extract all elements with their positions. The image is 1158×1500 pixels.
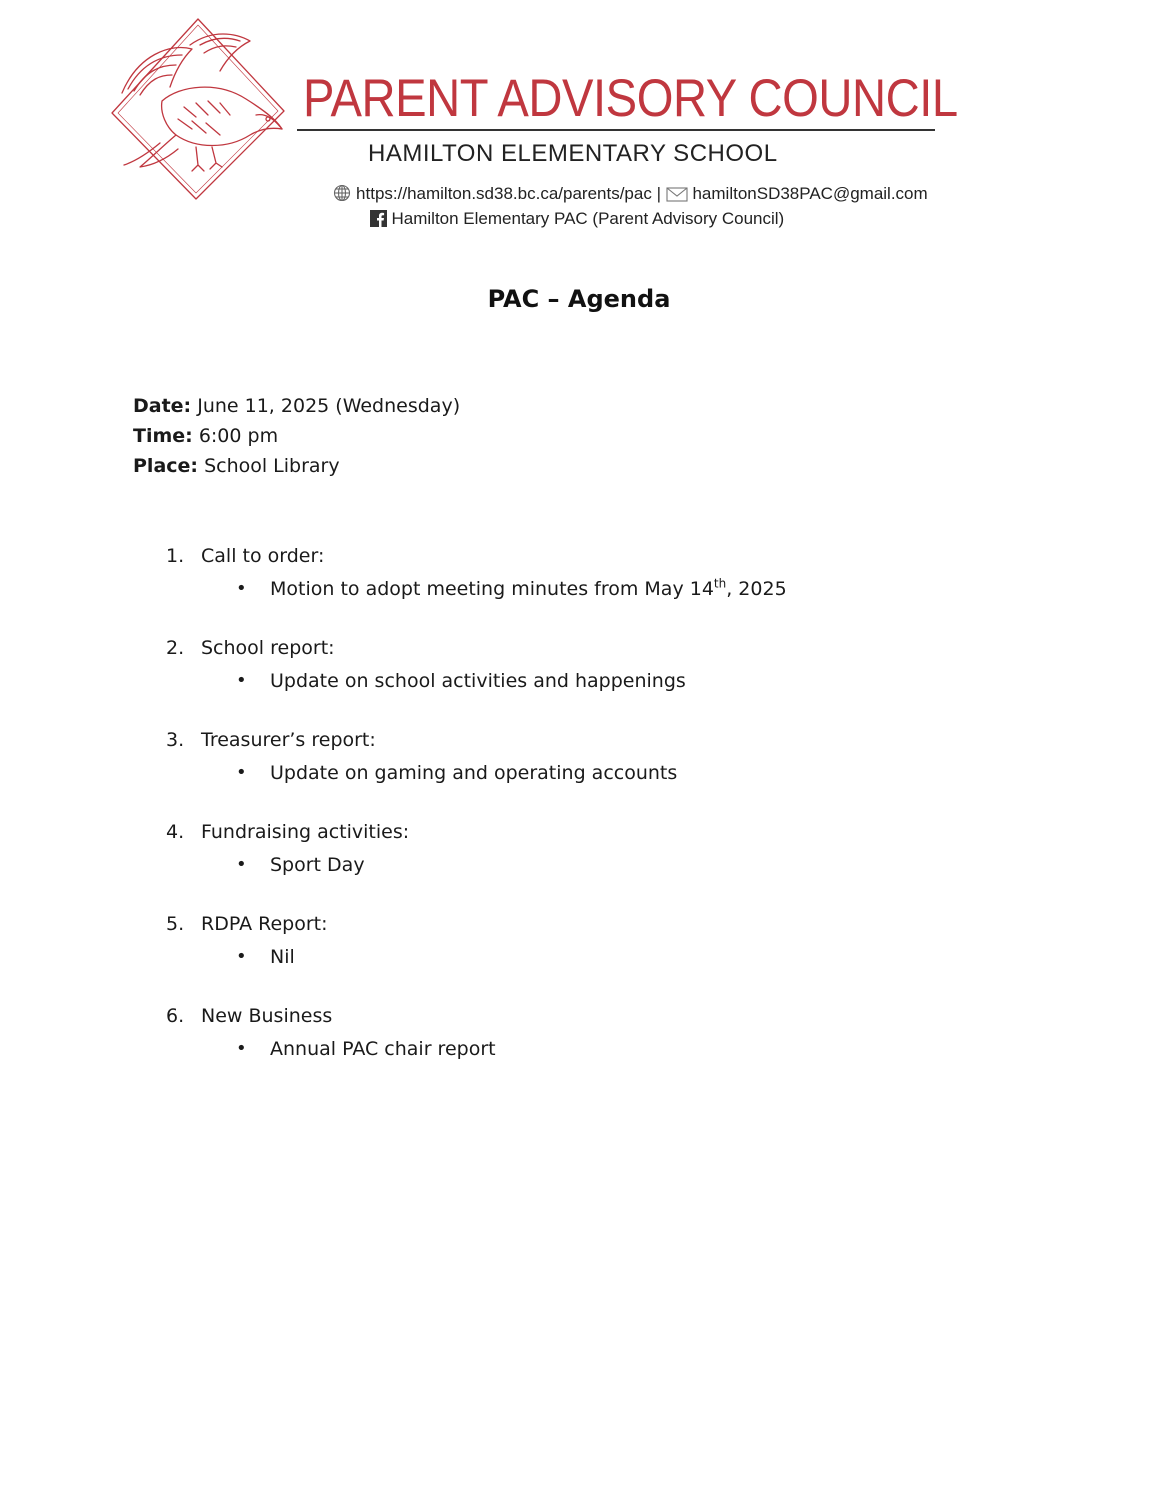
time-value: 6:00 pm [198, 425, 279, 447]
facebook-link[interactable]: Hamilton Elementary PAC (Parent Advisory Council) [391, 209, 785, 228]
date-row [133, 391, 460, 421]
website-link[interactable]: https://hamilton.sd38.bc.ca/parents/pac [356, 184, 652, 203]
bullet-icon: • [236, 1038, 247, 1059]
place-row [133, 451, 460, 481]
item-label: Call to order: [201, 545, 325, 567]
place-value: School Library [204, 455, 340, 477]
item-number: 2. [166, 637, 185, 659]
item-label: New Business [201, 1005, 333, 1027]
social-line [0, 209, 1158, 229]
agenda-item [166, 725, 966, 817]
eagle-logo [100, 15, 290, 205]
item-number: 5. [166, 913, 185, 935]
school-name: HAMILTON ELEMENTARY SCHOOL [368, 140, 778, 167]
agenda-item [166, 541, 966, 633]
envelope-icon [666, 186, 688, 202]
contact-line [0, 184, 1158, 204]
bullet-icon: • [236, 670, 247, 691]
item-label: School report: [201, 637, 335, 659]
agenda-item [166, 909, 966, 1001]
item-detail: Motion to adopt meeting minutes from May 14th, 2025 [270, 576, 787, 600]
date-value: June 11, 2025 (Wednesday) [197, 395, 461, 417]
bullet-icon: • [236, 762, 247, 783]
item-number: 1. [166, 545, 185, 567]
org-title: PARENT ADVISORY COUNCIL [303, 69, 958, 128]
item-detail: Annual PAC chair report [270, 1038, 496, 1060]
bullet-icon: • [236, 946, 247, 967]
date-label: Date: [133, 395, 192, 417]
item-detail: Update on gaming and operating accounts [270, 762, 678, 784]
agenda-list [166, 541, 966, 1093]
item-number: 3. [166, 729, 185, 751]
item-label: Treasurer’s report: [201, 729, 376, 751]
time-row [133, 421, 460, 451]
meeting-details [133, 391, 460, 481]
agenda-item [166, 1001, 966, 1093]
email-link[interactable]: hamiltonSD38PAC@gmail.com [692, 184, 928, 203]
agenda-item [166, 817, 966, 909]
item-detail: Nil [270, 946, 295, 968]
facebook-icon [370, 210, 387, 227]
title-divider [297, 129, 935, 131]
agenda-item [166, 633, 966, 725]
document-title: PAC – Agenda [487, 285, 671, 313]
bullet-icon: • [236, 578, 247, 599]
item-label: Fundraising activities: [201, 821, 410, 843]
item-number: 4. [166, 821, 185, 843]
contact-separator: | [656, 184, 661, 203]
place-label: Place: [133, 455, 199, 477]
item-label: RDPA Report: [201, 913, 328, 935]
item-detail: Update on school activities and happenings [270, 670, 686, 692]
time-label: Time: [133, 425, 193, 447]
item-detail: Sport Day [270, 854, 365, 876]
item-number: 6. [166, 1005, 185, 1027]
bullet-icon: • [236, 854, 247, 875]
globe-icon [333, 184, 351, 202]
